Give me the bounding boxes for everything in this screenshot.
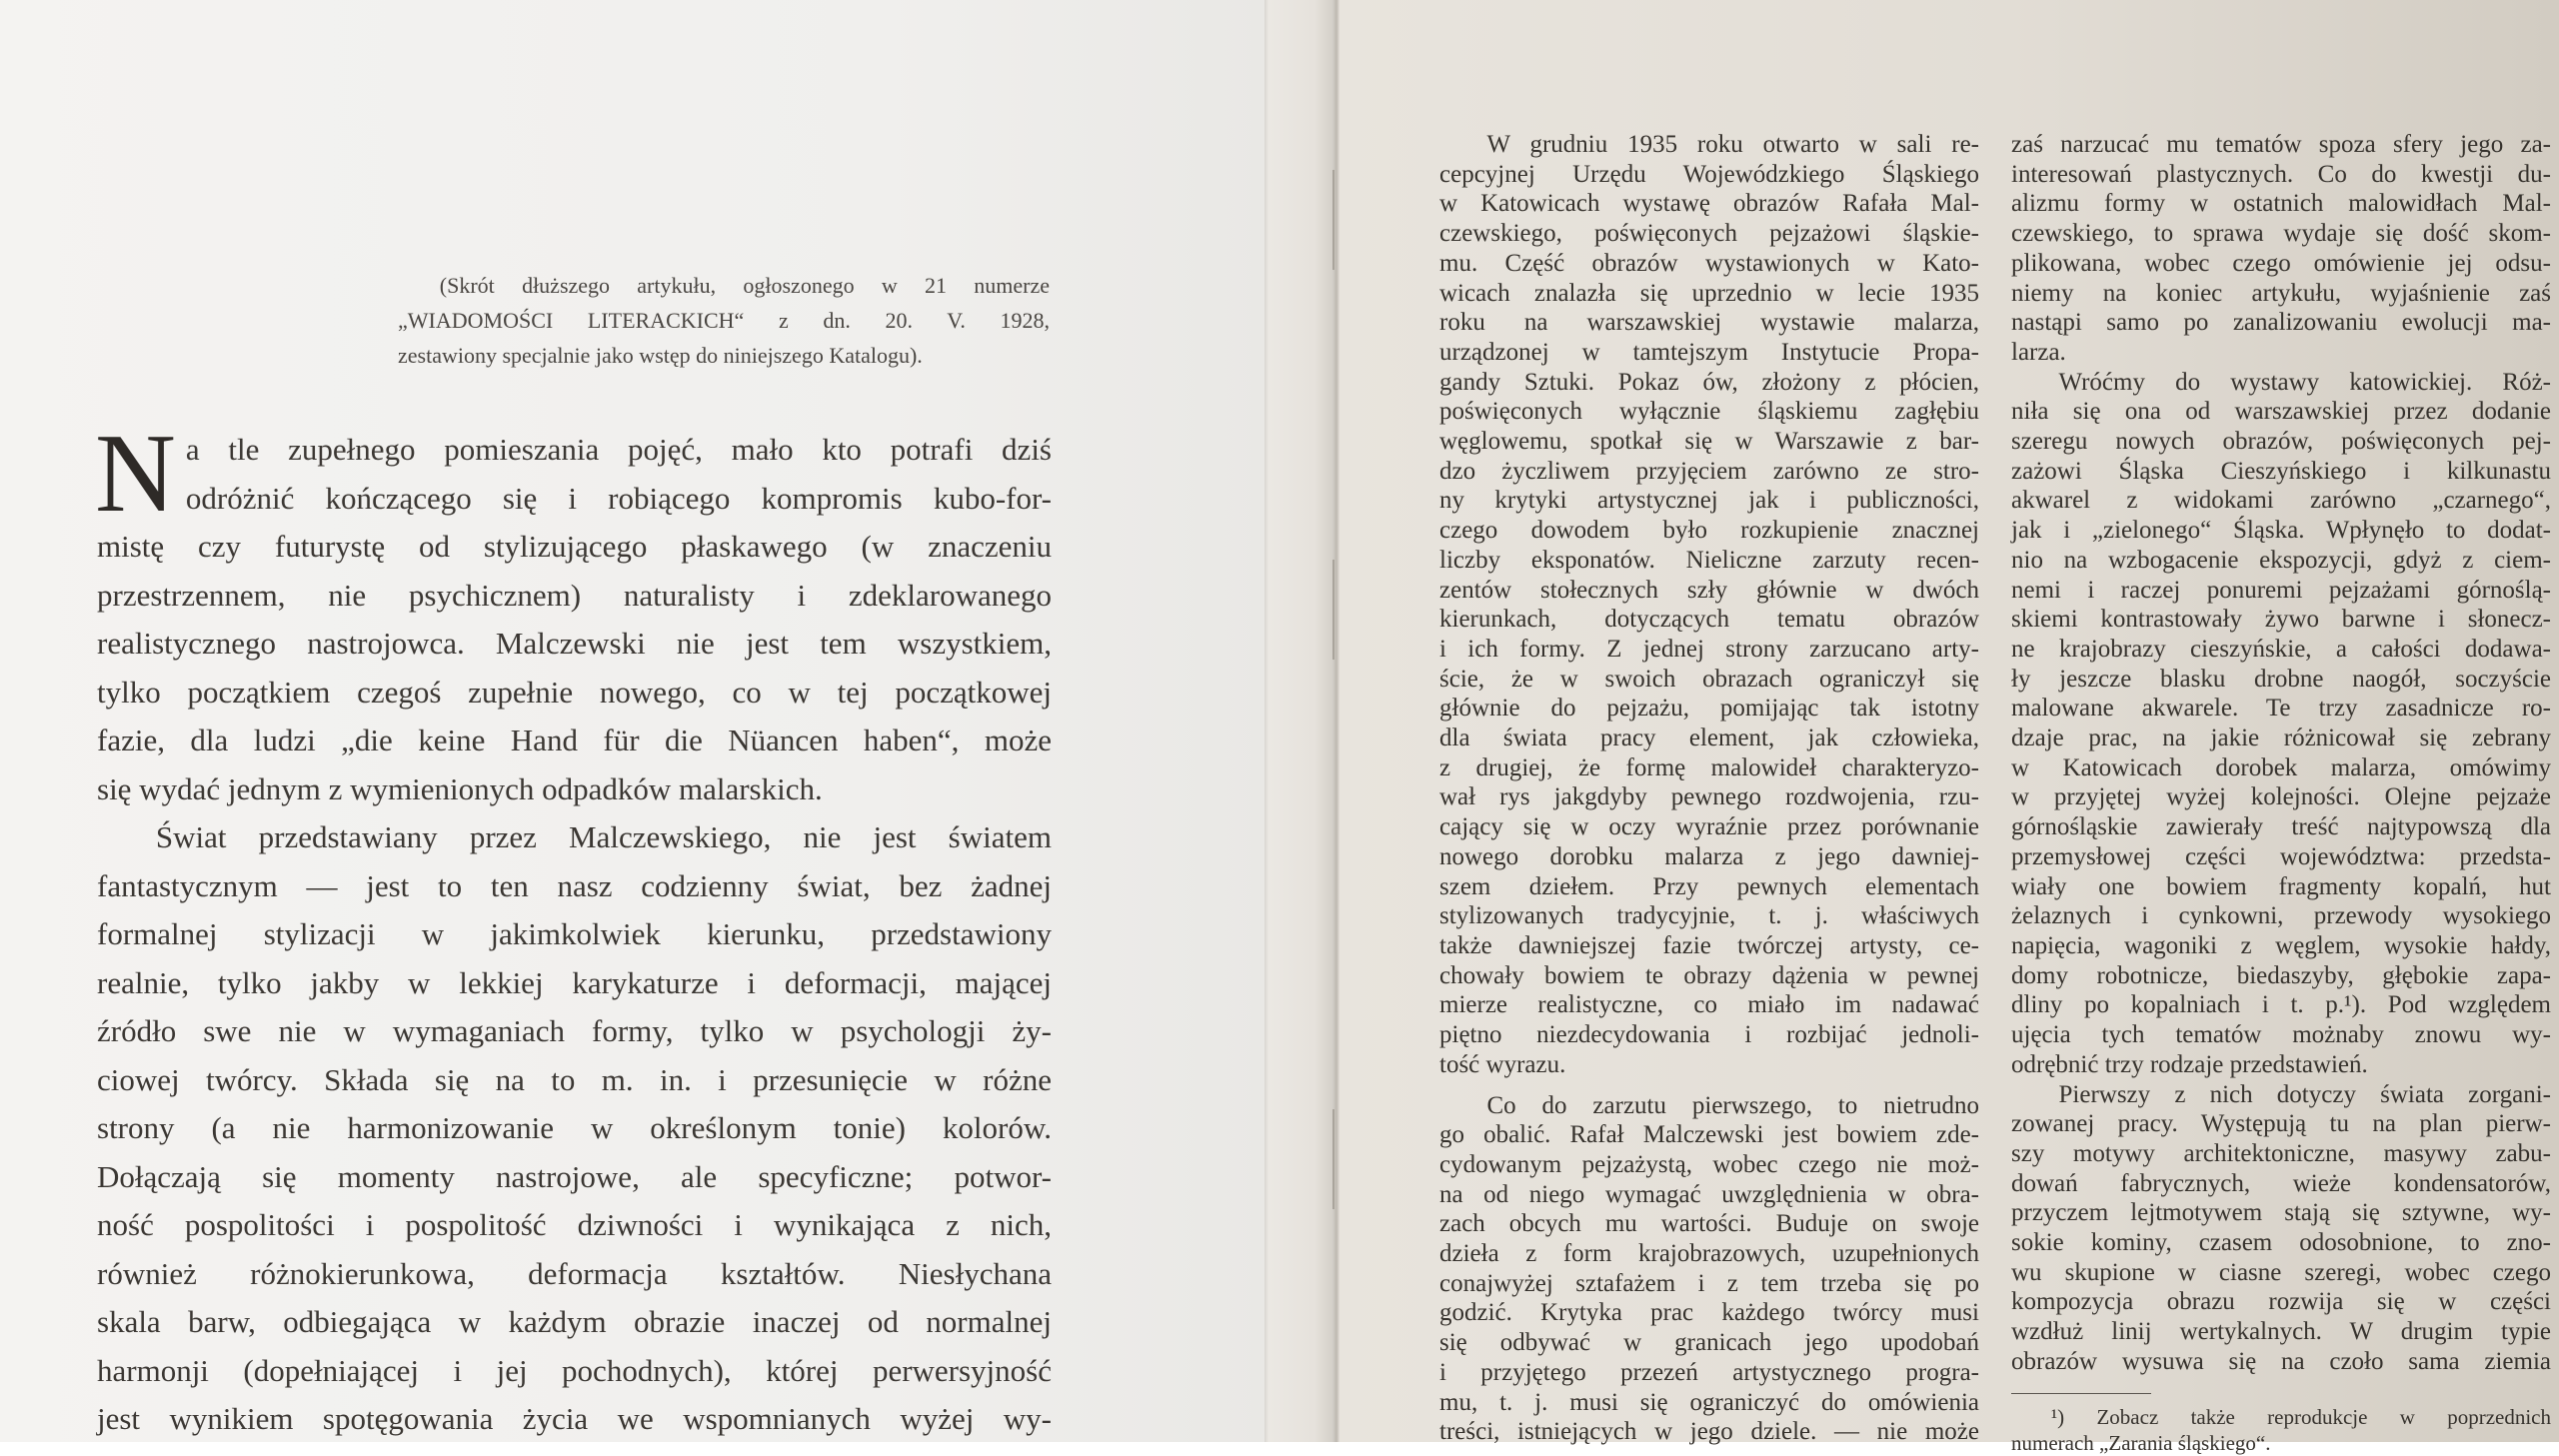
text-line: i przyjętego przezeń artystycznego progra- bbox=[1439, 1358, 1979, 1386]
left-page-body bbox=[95, 412, 1052, 1444]
text-line: harmonji (dopełniającej i jej pochodnych), której perwersyjność bbox=[97, 1352, 1052, 1388]
text-line: dliny po kopalniach i t. p.¹). Pod względem bbox=[2011, 991, 2551, 1019]
text-line: jest wynikiem spotęgowania życia we wspomnianych wyżej wy- bbox=[97, 1401, 1052, 1436]
text-line: Co do zarzutu pierwszego, to nietrudno bbox=[1486, 1091, 1979, 1119]
text-line: wicach znalazła się uprzednio w lecie 1935 bbox=[1439, 279, 1979, 307]
text-line: ście, że w swoich obrazach ograniczył się bbox=[1439, 665, 1979, 693]
text-line: i ich formy. Z jednej strony zarzucano arty- bbox=[1439, 635, 1979, 663]
text-line: przyczem lejtmotywem stają się sztywne, wy- bbox=[2011, 1199, 2551, 1227]
text-line: larza. bbox=[2011, 338, 2066, 366]
text-line: malowane akwarele. Te trzy zasadnicze ro- bbox=[2011, 695, 2551, 723]
binding-stitch bbox=[1332, 1109, 1344, 1209]
text-line: poświęconych wyłącznie śląskiemu zagłębiu bbox=[1439, 398, 1979, 426]
text-line: gandy Sztuki. Pokaz ów, złożony z płócien, bbox=[1439, 368, 1979, 396]
text-line: alizmu formy w ostatnich malowidłach Mal- bbox=[2011, 190, 2551, 218]
drop-cap: N bbox=[95, 412, 176, 536]
text-line: zowanej pracy. Występują tu na plan pierw- bbox=[2011, 1110, 2551, 1138]
text-line: źródło swe nie w wymaganiach formy, tylko w psychologji ży- bbox=[97, 1013, 1052, 1048]
text-line: „WIADOMOŚCI LITERACKICH“ z dn. 20. V. 1928, bbox=[398, 308, 1050, 333]
text-line: ujęcia tych tematów możnaby znowu wy- bbox=[2011, 1021, 2551, 1049]
text-line: tość wyrazu. bbox=[1439, 1050, 1566, 1078]
text-line: dla świata pracy element, jak człowieka, bbox=[1439, 725, 1979, 752]
text-line: mierze realistyczne, co miało im nadawać bbox=[1439, 991, 1979, 1019]
text-line: szem dziełem. Przy pewnych elementach bbox=[1439, 872, 1979, 900]
text-line: ny krytyki artystycznej jak i publiczności, bbox=[1439, 487, 1979, 515]
text-line: dzaje prac, na jakie różnicował się zebrany bbox=[2011, 725, 2551, 752]
text-line: obrazów wysuwa się na czoło sama ziemia bbox=[2011, 1347, 2551, 1375]
text-line: akwarel z widokami zarówno „czarnego“, bbox=[2011, 487, 2551, 515]
text-line: niła się ona od warszawskiej przez dodanie bbox=[2011, 398, 2551, 426]
text-line: Wróćmy do wystawy katowickiej. Róż- bbox=[2058, 368, 2551, 396]
text-line: nio na wzbogacenie ekspozycji, gdyż z ciem- bbox=[2011, 546, 2551, 574]
text-line: plikowana, wobec czego omówienie jej odsu- bbox=[2011, 249, 2551, 277]
text-line: kompozycja obrazu rozwija się w części bbox=[2011, 1288, 2551, 1316]
text-line: szeregu nowych obrazów, poświęconych pej- bbox=[2011, 428, 2551, 456]
text-line: numerach „Zarania śląskiego“. bbox=[2011, 1430, 2271, 1455]
right-column-1 bbox=[1439, 130, 1979, 1447]
text-line: również różnokierunkowa, deformacja kształtów. Niesłychana bbox=[97, 1255, 1052, 1291]
binding-stitch bbox=[1332, 170, 1344, 270]
text-line: odrębnić trzy rodzaje przedstawień. bbox=[2011, 1050, 2368, 1078]
text-line: interesowań plastycznych. Co do kwestji du- bbox=[2011, 160, 2551, 188]
text-line: cepcyjnej Urzędu Wojewódzkiego Śląskiego bbox=[1439, 160, 1979, 188]
text-line: nowego dorobku malarza z jego dawniej- bbox=[1439, 842, 1979, 870]
text-line: zażowi Śląska Cieszyńskiego i kilkunastu bbox=[2011, 457, 2551, 485]
text-line: ne krajobrazy cieszyńskie, a całości dodawa- bbox=[2011, 635, 2551, 663]
text-line: zentów stołecznych szły głównie w dwóch bbox=[1439, 576, 1979, 604]
text-line: zaś narzucać mu tematów spoza sfery jego za- bbox=[2011, 131, 2551, 158]
text-line: stylizowanych tradycyjnie, t. j. właściwych bbox=[1439, 902, 1979, 930]
text-line: skiemi kontrastowały żywo barwne i słonecz- bbox=[2011, 606, 2551, 634]
text-line: roku na warszawskiej wystawie malarza, bbox=[1439, 309, 1979, 337]
text-line: go obalić. Rafał Malczewski jest bowiem zde- bbox=[1439, 1121, 1979, 1149]
text-line: zestawiony specjalnie jako wstęp do niniejszego Katalogu). bbox=[398, 343, 923, 368]
text-line: Dołączają się momenty nastrojowe, ale specyficzne; potwor- bbox=[97, 1158, 1052, 1194]
text-line: czewskiego, poświęconych pejzażowi śląskie- bbox=[1439, 220, 1979, 248]
text-line: wał rys jakgdyby pewnego rozdwojenia, rzu- bbox=[1439, 783, 1979, 811]
text-line: cydowanym pejzażystą, wobec czego nie moż- bbox=[1439, 1150, 1979, 1178]
text-line: fazie, dla ludzi „die keine Hand für die Nüancen haben“, może bbox=[97, 723, 1052, 757]
binding-stitch bbox=[1332, 560, 1344, 660]
text-line: cający się w oczy wyraźnie przez porównanie bbox=[1439, 813, 1979, 841]
text-line: mistę czy futurystę od stylizującego płaskawego (w znaczeniu bbox=[97, 529, 1052, 564]
text-line: napięcia, wagoniki z węglem, wysokie hałdy, bbox=[2011, 931, 2551, 959]
text-line: ły jeszcze blasku drobne naogół, soczyście bbox=[2011, 665, 2551, 693]
text-line: a tle zupełnego pomieszania pojęć, mało kto potrafi dziś bbox=[185, 432, 1052, 467]
text-line: w Katowicach dorobek malarza, omówimy bbox=[2011, 753, 2551, 781]
text-line: niemy na koniec artykułu, wyjaśnienie zaś bbox=[2011, 279, 2551, 307]
text-line: urządzonej w tamtejszym Instytucie Propa- bbox=[1439, 338, 1979, 366]
book-gutter bbox=[1265, 0, 1339, 1442]
text-line: węglowemu, spotkał się w Warszawie z bar- bbox=[1439, 428, 1979, 456]
text-line: (Skrót dłuższego artykułu, ogłoszonego w 21 numerze bbox=[439, 273, 1050, 298]
text-line: domy robotnicze, biedaszyby, głębokie zapa- bbox=[2011, 961, 2551, 989]
text-line: ¹) Zobacz także reprodukcje w poprzednich bbox=[2050, 1404, 2551, 1429]
text-line: mu. Część obrazów wystawionych w Kato- bbox=[1439, 249, 1979, 277]
text-line: czewskiego, to sprawa wydaje się dość skom- bbox=[2011, 220, 2551, 248]
text-line: żelaznych i cynkowni, przewody wysokiego bbox=[2011, 902, 2551, 930]
text-line: godzić. Krytyka prac każdego twórcy musi bbox=[1439, 1299, 1979, 1327]
text-line: tylko początkiem czegoś zupełnie nowego, co w tej początkowej bbox=[97, 674, 1052, 710]
text-line: dzieła z form krajobrazowych, uzupełnionych bbox=[1439, 1240, 1979, 1268]
text-line: się odbywać w granicach jego upodobań bbox=[1439, 1329, 1979, 1357]
text-line: liczby eksponatów. Nieliczne zarzuty recen- bbox=[1439, 546, 1979, 574]
text-line: mu, t. j. musi się ograniczyć do omówienia bbox=[1439, 1388, 1979, 1416]
text-line: realnie, tylko jakby w lekkiej karykaturze i deformacji, mającej bbox=[97, 964, 1052, 1000]
text-line: conajwyżej sztafażem i z tem trzeba się po bbox=[1439, 1269, 1979, 1297]
text-line: górnośląskie zawierały treść najtypowszą dla bbox=[2011, 813, 2551, 841]
text-line: ciowej twórcy. Składa się na to m. in. i przesunięcie w różne bbox=[97, 1061, 1052, 1097]
text-line: piętno niezdecydowania i rozbijać jednoli- bbox=[1439, 1021, 1979, 1049]
text-line: dowań fabrycznych, wieże kondensatorów, bbox=[2011, 1169, 2551, 1197]
footnote-divider bbox=[2011, 1393, 2151, 1394]
text-line: formalnej stylizacji w jakimkolwiek kierunku, przedstawiony bbox=[97, 916, 1052, 951]
text-line: wiały one bowiem fragmenty kopalń, hut bbox=[2011, 872, 2551, 900]
text-line: także dawniejszej fazie twórczej artysty, ce- bbox=[1439, 931, 1979, 959]
text-line: treści, istniejących w jego dziele. — nie może bbox=[1439, 1418, 1979, 1446]
paragraph-gap bbox=[1439, 1080, 1979, 1091]
left-page bbox=[0, 0, 1265, 1442]
text-line: zach obcych mu wartości. Buduje on swoje bbox=[1439, 1210, 1979, 1238]
text-line: nemi i raczej ponuremi pejzażami górnoślą- bbox=[2011, 576, 2551, 604]
text-line: Świat przedstawiany przez Malczewskiego, nie jest światem bbox=[155, 819, 1052, 854]
text-line: wzdłuż linij wertykalnych. W drugim typie bbox=[2011, 1318, 2551, 1346]
text-line: wu skupione w ciasne szeregi, wobec czego bbox=[2011, 1258, 2551, 1286]
text-line: na od niego wymagać uwzględnienia w obra- bbox=[1439, 1180, 1979, 1208]
text-line: przestrzennem, nie psychicznem) naturalisty i zdeklarowanego bbox=[97, 577, 1052, 613]
text-line: ność pospolitości i pospolitość dziwności i wynikająca z nich, bbox=[97, 1207, 1052, 1242]
text-line: realistycznego nastrojowca. Malczewski nie jest tem wszystkiem, bbox=[97, 626, 1052, 661]
text-line: jak i „zielonego“ Śląska. Wpłynęło to dodat- bbox=[2011, 517, 2551, 545]
text-line: w przyjętej wyżej kolejności. Olejne pejzaże bbox=[2011, 783, 2551, 811]
text-line: chowały bowiem te obrazy dążenia w pewnej bbox=[1439, 961, 1979, 989]
text-line: skala barw, odbiegająca w każdym obrazie inaczej od normalnej bbox=[97, 1304, 1052, 1339]
text-line: przemysłowej części województwa: przedsta- bbox=[2011, 842, 2551, 870]
text-line: odróżnić kończącego się i robiącego kompromis kubo-for- bbox=[185, 480, 1052, 516]
text-line: fantastycznym — jest to ten nasz codzienny świat, bez żadnej bbox=[97, 867, 1052, 903]
text-line: strony (a nie harmonizowanie w określonym tonie) kolorów. bbox=[97, 1110, 1052, 1145]
text-line: z drugiej, że formę malowideł charakteryzo- bbox=[1439, 753, 1979, 781]
text-line: głównie do pejzażu, pomijając tak istotny bbox=[1439, 695, 1979, 723]
right-column-2 bbox=[2011, 130, 2551, 1456]
text-line: w Katowicach wystawę obrazów Rafała Mal- bbox=[1439, 190, 1979, 218]
text-line: nastąpi samo po zanalizowaniu ewolucji ma- bbox=[2011, 309, 2551, 337]
text-line: szy motywy architektoniczne, masywy zabu- bbox=[2011, 1139, 2551, 1167]
text-line: W grudniu 1935 roku otwarto w sali re- bbox=[1486, 131, 1979, 158]
text-line: dzo życzliwem przyjęciem zarówno ze stro- bbox=[1439, 457, 1979, 485]
footnote bbox=[2011, 1404, 2551, 1456]
text-line: Pierwszy z nich dotyczy świata zorgani- bbox=[2058, 1080, 2551, 1108]
text-line: sokie kominy, czasem odosobnione, to zno- bbox=[2011, 1229, 2551, 1257]
text-line: czego dowodem było rozkupienie znacznej bbox=[1439, 517, 1979, 545]
text-line: się wydać jednym z wymienionych odpadków malarskich. bbox=[97, 770, 823, 806]
text-line: kierunkach, dotyczących tematu obrazów bbox=[1439, 606, 1979, 634]
source-note bbox=[398, 268, 1050, 373]
